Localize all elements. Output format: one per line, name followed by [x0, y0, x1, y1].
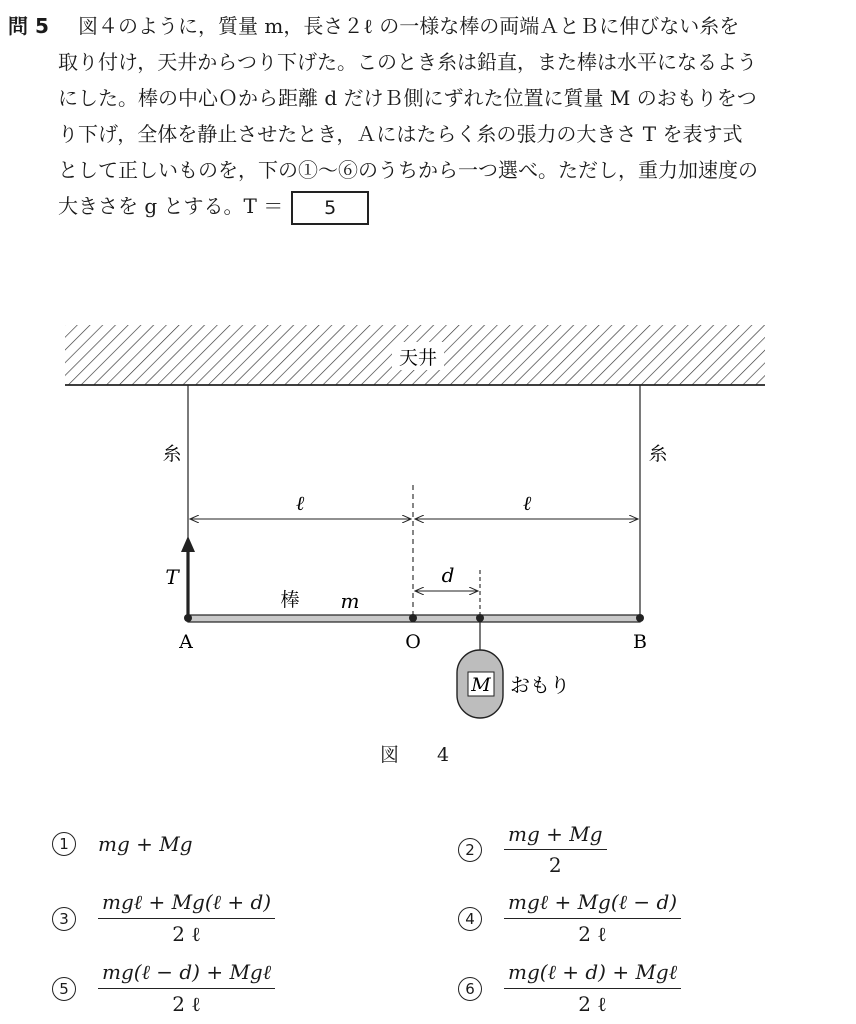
question-text	[58, 8, 850, 225]
question-line-6	[58, 188, 850, 225]
question-line-2: 取り付け，天井からつり下げた。このとき糸は鉛直，また棒は水平になるよう	[58, 50, 757, 74]
choice-5-fraction	[98, 960, 275, 1017]
dim-left-label: ℓ	[295, 491, 305, 515]
string-right-label: 糸	[648, 443, 668, 465]
choice-1[interactable]	[52, 832, 193, 856]
rod-label: 棒	[280, 589, 300, 611]
question-line-5: として正しいものを，下の①～⑥のうちから一つ選べ。ただし，重力加速度の	[58, 158, 758, 182]
dim-right-label: ℓ	[522, 491, 532, 515]
choice-2-number: 2	[458, 838, 482, 862]
choice-2-fraction	[504, 822, 607, 877]
point-b-label: B	[633, 631, 647, 653]
choice-6-denominator: 2 ℓ	[578, 992, 607, 1016]
tension-label: T	[165, 565, 179, 589]
point-b-dot	[636, 614, 644, 622]
choice-4-fraction	[504, 890, 681, 947]
choice-3-numerator: mgℓ + Mg(ℓ + d)	[98, 890, 275, 919]
question-line-3: にした。棒の中心Ｏから距離 d だけＢ側にずれた位置に質量 M のおもりをつ	[58, 86, 757, 110]
choice-4-number: 4	[458, 907, 482, 931]
point-o-dot	[409, 614, 417, 622]
ceiling-label: 天井	[398, 347, 438, 369]
choice-5-numerator: mg(ℓ − d) + Mgℓ	[98, 960, 275, 989]
answer-box[interactable]: 5	[291, 191, 369, 225]
figure-4	[0, 300, 856, 730]
choice-5-number: 5	[52, 977, 76, 1001]
point-o-label: O	[405, 631, 421, 653]
choice-4-numerator: mgℓ + Mg(ℓ − d)	[504, 890, 681, 919]
weight-label: おもり	[510, 673, 570, 697]
choice-2[interactable]	[458, 822, 607, 877]
choice-2-numerator: mg + Mg	[504, 822, 607, 850]
choice-6-fraction	[504, 960, 681, 1017]
choice-2-denominator: 2	[548, 853, 562, 877]
choice-3[interactable]	[52, 890, 275, 947]
choice-6[interactable]	[458, 960, 681, 1017]
choice-3-fraction	[98, 890, 275, 947]
question-line-6-text: 大きさを g とする。T ＝	[58, 194, 284, 218]
figure-caption: 図 4	[380, 744, 466, 766]
choice-5-denominator: 2 ℓ	[172, 992, 201, 1016]
choice-3-number: 3	[52, 907, 76, 931]
weight-mass-label: M	[471, 674, 491, 696]
choice-3-denominator: 2 ℓ	[172, 922, 201, 946]
string-left-label: 糸	[162, 443, 182, 465]
choice-1-expression: mg + Mg	[98, 832, 193, 856]
rod-mass-label: m	[340, 589, 360, 613]
tension-arrowhead	[181, 536, 195, 552]
choice-6-number: 6	[458, 977, 482, 1001]
choice-4[interactable]	[458, 890, 681, 947]
question-line-4: り下げ，全体を静止させたとき，Ａにはたらく糸の張力の大きさ T を表す式	[58, 122, 743, 146]
choice-4-denominator: 2 ℓ	[578, 922, 607, 946]
point-a-label: A	[179, 631, 193, 653]
question-line-1: 図４のように，質量 m，長さ２ℓ の一様な棒の両端ＡとＢに伸びない糸を	[78, 14, 740, 38]
choice-5[interactable]	[52, 960, 275, 1017]
question-number: 問 5	[8, 14, 49, 38]
point-a-dot	[184, 614, 192, 622]
choice-6-numerator: mg(ℓ + d) + Mgℓ	[504, 960, 681, 989]
dim-d-label: d	[441, 563, 455, 587]
choice-1-number: 1	[52, 832, 76, 856]
